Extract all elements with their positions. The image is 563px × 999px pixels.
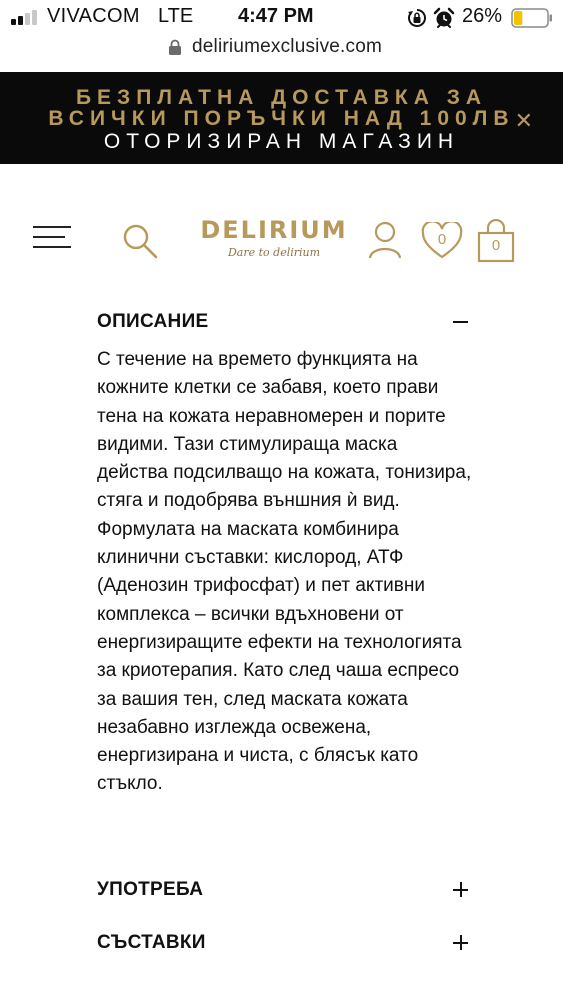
wishlist-button[interactable] (421, 222, 463, 260)
promo-line-free-delivery: БЕЗПЛАТНА ДОСТАВКА ЗА (75, 86, 488, 109)
cart-count: 0 (491, 237, 501, 254)
plus-icon[interactable] (453, 882, 468, 897)
accordion-title-ingredients: СЪСТАВКИ (97, 932, 206, 953)
alarm-icon (433, 7, 455, 29)
accordion-header-ingredients[interactable] (97, 921, 472, 961)
status-time: 4:47 PM (238, 5, 314, 27)
site-header (0, 164, 563, 294)
user-icon[interactable] (368, 220, 402, 260)
address-bar[interactable] (0, 34, 563, 72)
site-logo[interactable] (186, 216, 362, 262)
promo-line-authorized-store: ОТОРИЗИРАН МАГАЗИН (103, 130, 460, 153)
accordion-header-description[interactable] (97, 300, 472, 340)
cart-button[interactable] (477, 219, 515, 263)
search-icon[interactable] (121, 222, 159, 260)
rotation-lock-icon (407, 8, 427, 28)
battery-icon (511, 8, 553, 28)
accordion-header-usage[interactable] (97, 868, 472, 908)
accordion-title-description: ОПИСАНИЕ (97, 311, 209, 332)
carrier-name: VIVACOM (47, 5, 140, 27)
url-text[interactable]: deliriumexclusive.com (192, 36, 383, 57)
plus-icon[interactable] (453, 935, 468, 950)
lock-icon (168, 39, 182, 56)
promo-line-orders-over: ВСИЧКИ ПОРЪЧКИ НАД 100ЛВ (48, 107, 515, 130)
wishlist-count: 0 (437, 231, 447, 248)
minus-icon[interactable] (453, 314, 468, 329)
logo-tagline: Dare to delirium (227, 246, 321, 259)
battery-percent: 26% (462, 5, 503, 27)
menu-icon[interactable] (33, 224, 71, 254)
status-bar (0, 0, 563, 34)
close-icon[interactable]: ✕ (514, 108, 533, 133)
signal-icon (11, 9, 41, 25)
logo-wordmark: DELIRIUM (200, 216, 348, 244)
accordion-title-usage: УПОТРЕБА (97, 879, 204, 900)
description-text: С течение на времето функцията на кожните клетки се забавя, което прави тена на кожата неравномерен и порите видими. Тази стимулираща маска действа подсилващо на кожата, тонизира, стяга и подобрява външния ѝ вид. Формулата на маската комбинира клинични съставки: кислород, АТФ (Аденозин трифосфат) и пет активни комплекса – всички вдъхновени от енергизиращите ефекти на технологията за криотерапия. Като след чаша еспресо за вашия тен, след маската кожата незабавно изглежда освежена, енергизирана и чиста, с блясък като стъкло. (97, 349, 472, 795)
promo-banner (0, 72, 563, 164)
network-type: LTE (158, 5, 194, 27)
battery-fill (514, 11, 522, 25)
